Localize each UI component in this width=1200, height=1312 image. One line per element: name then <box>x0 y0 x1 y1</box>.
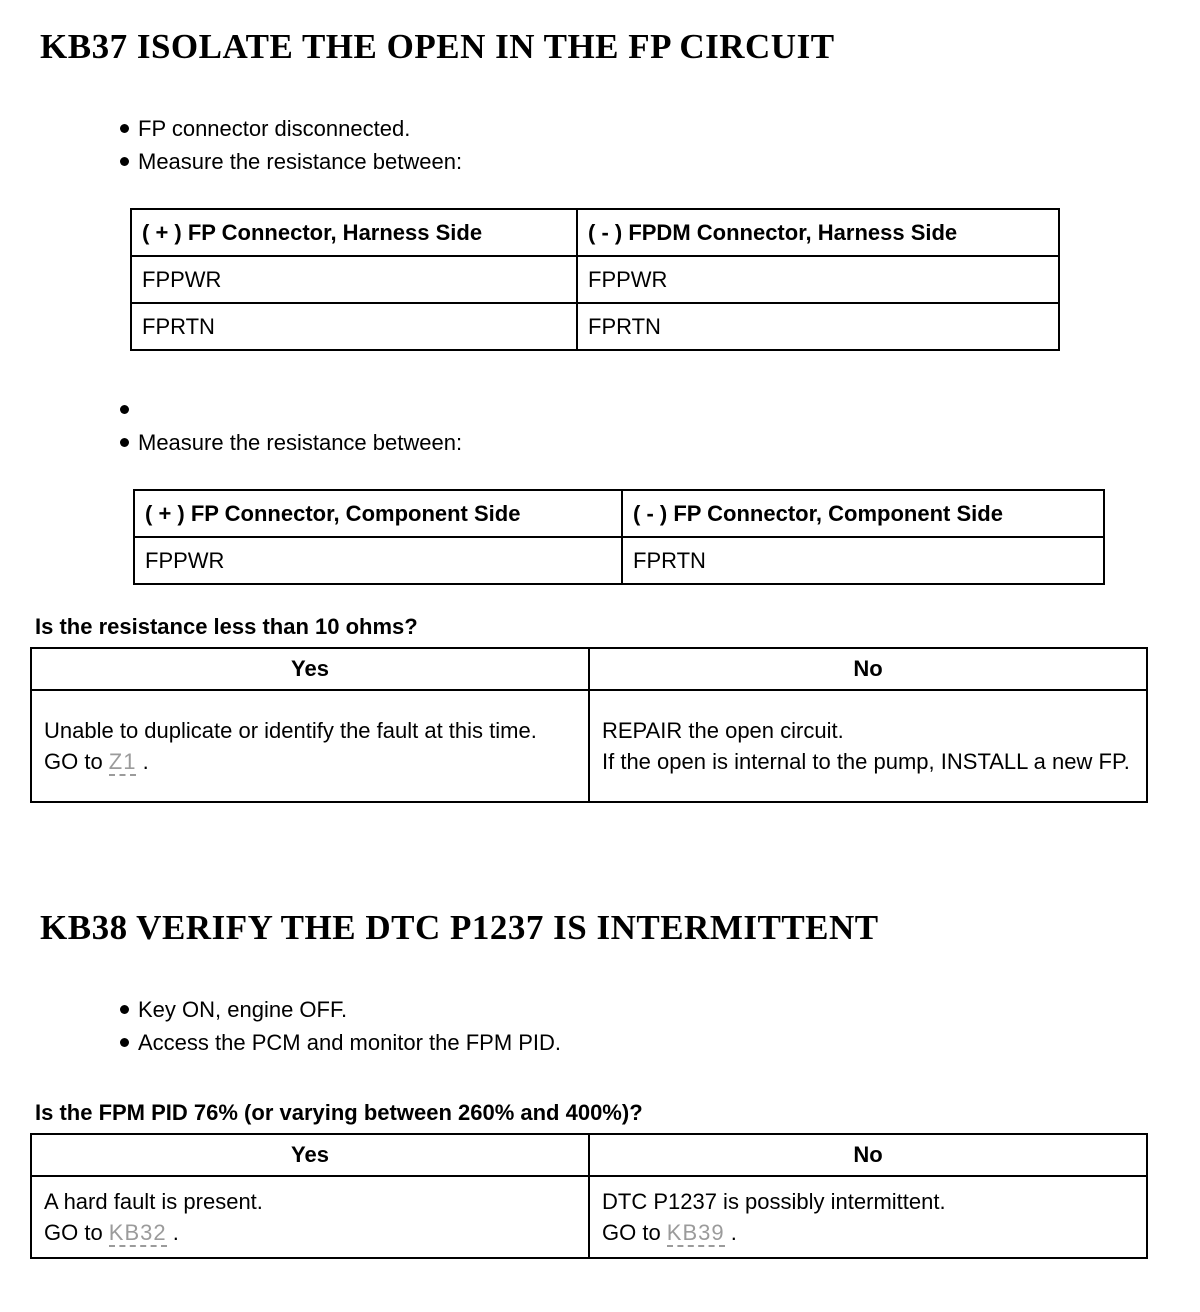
table-cell: FPPWR <box>131 256 577 303</box>
kb37-yes-text: Unable to duplicate or identify the fault at this time. GO to <box>44 718 537 774</box>
kb37-no-line1: REPAIR the open circuit. <box>602 718 844 743</box>
table-row <box>131 256 1059 303</box>
bullet-icon <box>120 438 129 447</box>
decision-header-row <box>31 1134 1147 1176</box>
harness-resistance-table <box>130 208 1060 351</box>
kb37-yes-suffix: . <box>136 749 149 774</box>
table-cell: FPRTN <box>577 303 1059 350</box>
bullet-icon <box>120 157 129 166</box>
kb38-no-line2 <box>602 1217 1134 1248</box>
component-resistance-table <box>133 489 1105 585</box>
table-header-cell: ( - ) FPDM Connector, Harness Side <box>577 209 1059 256</box>
bullet-text: Key ON, engine OFF. <box>138 997 348 1022</box>
bullet-icon <box>120 124 129 133</box>
table-header-cell: ( + ) FP Connector, Harness Side <box>131 209 577 256</box>
table-cell: FPRTN <box>622 537 1104 584</box>
table-header-cell: ( + ) FP Connector, Component Side <box>134 490 622 537</box>
kb38-title: KB38 VERIFY THE DTC P1237 IS INTERMITTENT <box>40 908 879 947</box>
table-cell: FPRTN <box>131 303 577 350</box>
no-header-cell: No <box>589 1134 1147 1176</box>
link-kb32[interactable]: KB32 <box>108 1220 167 1245</box>
decision-row <box>31 690 1147 802</box>
table-cell: FPPWR <box>577 256 1059 303</box>
no-header-cell: No <box>589 648 1147 690</box>
bullet-item <box>120 1026 1200 1059</box>
table-header-cell: ( - ) FP Connector, Component Side <box>622 490 1104 537</box>
kb37-yes-cell <box>31 690 589 802</box>
kb38-yes-suffix: . <box>166 1220 179 1245</box>
kb38-no-suffix: . <box>724 1220 737 1245</box>
bullet-text: Measure the resistance between: <box>138 430 463 455</box>
bullet-text: Access the PCM and monitor the FPM PID. <box>138 1030 562 1055</box>
table-row <box>131 303 1059 350</box>
kb38-no-cell <box>589 1176 1147 1258</box>
table-header-row <box>131 209 1059 256</box>
kb38-no-goto-text: GO to <box>602 1220 667 1245</box>
kb37-question: Is the resistance less than 10 ohms? <box>35 614 418 639</box>
link-z1[interactable]: Z1 <box>108 749 137 774</box>
kb38-yes-line1: A hard fault is present. <box>44 1189 263 1214</box>
kb38-question: Is the FPM PID 76% (or varying between 260% and 400%)? <box>35 1100 643 1125</box>
table-cell: FPPWR <box>134 537 622 584</box>
kb37-title: KB37 ISOLATE THE OPEN IN THE FP CIRCUIT <box>40 27 835 66</box>
decision-row <box>31 1176 1147 1258</box>
yes-header-cell: Yes <box>31 1134 589 1176</box>
kb38-bullet-list <box>120 993 1200 1059</box>
kb38-yes-line2 <box>44 1217 576 1248</box>
decision-header-row <box>31 648 1147 690</box>
kb37-bullet-list <box>120 112 1200 178</box>
empty-bullet-item <box>120 393 1200 426</box>
table-header-row <box>134 490 1104 537</box>
kb38-decision-table <box>30 1133 1148 1259</box>
kb38-no-line1: DTC P1237 is possibly intermittent. <box>602 1189 946 1214</box>
bullet-item <box>120 426 1200 459</box>
bullet-icon <box>120 405 129 414</box>
kb38-yes-cell <box>31 1176 589 1258</box>
kb37-decision-table <box>30 647 1148 803</box>
bullet-item <box>120 993 1200 1026</box>
kb37-no-line2: If the open is internal to the pump, INSTALL a new FP. <box>602 749 1130 774</box>
kb37-no-cell <box>589 690 1147 802</box>
kb38-yes-goto-text: GO to <box>44 1220 109 1245</box>
yes-header-cell: Yes <box>31 648 589 690</box>
table-row <box>134 537 1104 584</box>
link-kb39[interactable]: KB39 <box>666 1220 725 1245</box>
bullet-item <box>120 112 1200 145</box>
kb37-bullet-list-2 <box>120 393 1200 459</box>
bullet-text: FP connector disconnected. <box>138 116 411 141</box>
bullet-item <box>120 145 1200 178</box>
bullet-text: Measure the resistance between: <box>138 149 463 174</box>
bullet-icon <box>120 1005 129 1014</box>
bullet-icon <box>120 1038 129 1047</box>
